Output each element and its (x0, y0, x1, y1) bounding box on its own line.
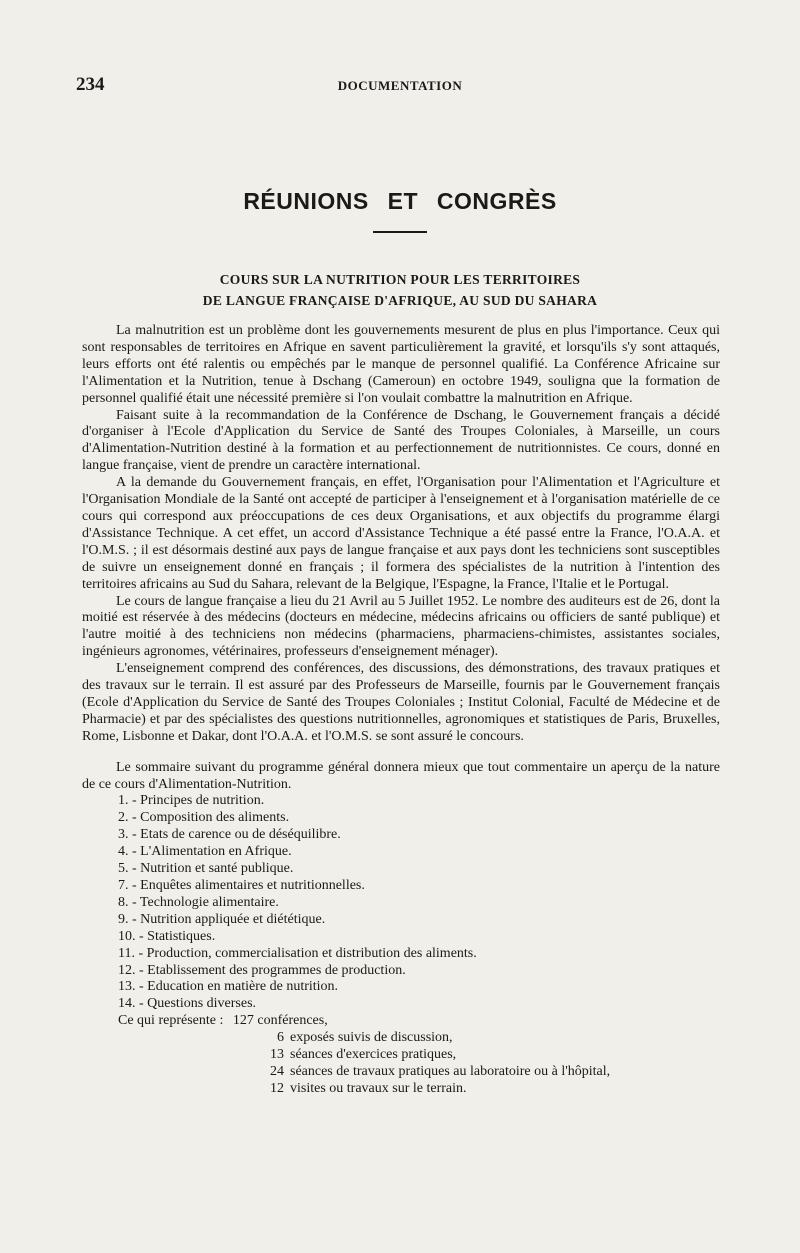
sessions-label: Ce qui représente : (118, 1013, 224, 1029)
session-count: 13 (270, 1047, 284, 1063)
list-item: 4. - L'Alimentation en Afrique. (118, 844, 292, 860)
list-item: 10. - Statistiques. (118, 928, 216, 944)
list-item: 11. - Production, commercialisation et distribution des aliments. (118, 945, 477, 961)
session-description: séances d'exercices pratiques, (290, 1047, 457, 1063)
article-body (82, 323, 720, 1098)
paragraph-3: A la demande du Gouvernement français, en effet, l'Organisation pour l'Alimentation et l'Agriculture et l'Organisation Mondiale de la Santé ont accepté de participer à l'enseignement et à l'organisation matérielle de ce cours qui correspond aux préoccupations de ces deux Organisations, et aux objectifs du programme élargi d'Assistance Technique. A cet effet, un accord d'Assistance Technique a été passé entre la France, l'O.A.A. et l'O.M.S. ; il est désormais destiné aux pays de langue française et aux pays dont les techniciens sont susceptibles de suivre un enseignement donné en français ; il formera des spécialistes de la nutrition à l'intention des territoires africains au Sud du Sahara, relevant de la Belgique, l'Espagne, la France, l'Italie et le Portugal. (82, 475, 720, 592)
session-row (82, 1047, 720, 1064)
paragraph-4: Le cours de langue française a lieu du 21 Avril au 5 Juillet 1952. Le nombre des auditeurs est de 26, dont la moitié est réservée à des médecins (docteurs en médecine, médecins africains ou officiers de santé publique) et l'autre moitié à des techniciens non médecins (pharmaciens, pharmaciens-chimistes, assistantes sociales, ingénieurs agronomes, vétérinaires, professeurs d'enseignement ménager). (82, 593, 720, 660)
list-item: 7. - Enquêtes alimentaires et nutritionnelles. (118, 878, 365, 893)
subtitle-line-1: COURS SUR LA NUTRITION POUR LES TERRITOIRES (219, 272, 581, 287)
list-item: 14. - Questions diverses. (118, 996, 257, 1012)
session-row (82, 1081, 720, 1098)
paragraph-2: Faisant suite à la recommandation de la Conférence de Dschang, le Gouvernement français a décidé d'organiser à l'Ecole d'Application du Service de Santé des Troupes Coloniales, à Marseille, un cours d'Alimentation-Nutrition destiné à la formation et au perfectionnement de nutritionnistes. Ce cours, donné en langue française, vient de prendre un caractère international. (82, 407, 720, 474)
session-row (82, 1013, 720, 1030)
session-description: exposés suivis de discussion, (290, 1030, 453, 1046)
session-row (82, 1030, 720, 1047)
title-rule (373, 231, 427, 233)
session-count: 127 (232, 1013, 254, 1029)
list-item: 8. - Technologie alimentaire. (118, 894, 279, 910)
list-item: 2. - Composition des aliments. (118, 810, 290, 826)
session-description: séances de travaux pratiques au laboratoire ou à l'hôpital, (290, 1063, 611, 1079)
session-count: 12 (270, 1080, 284, 1096)
list-item: 12. - Etablissement des programmes de production. (118, 962, 406, 978)
session-row (82, 1064, 720, 1081)
session-description: conférences, (257, 1013, 328, 1029)
paragraph-1: La malnutrition est un problème dont les gouvernements mesurent de plus en plus l'importance. Ceux qui sont responsables de territoires en Afrique en savent particulièrement la gravité, et lorsqu'ils s'y sont attaqués, leurs efforts ont été ralentis ou empêchés par le manque de personnel qualifié. La Conférence Africaine sur l'Alimentation et la Nutrition, tenue à Dschang (Cameroun) en octobre 1949, souligna que la formation de personnel qualifié était une nécessité première si l'on voulait combattre la malnutrition en Afrique. (82, 323, 720, 406)
subtitle-line-2: DE LANGUE FRANÇAISE D'AFRIQUE, AU SUD DU SAHARA (202, 293, 598, 308)
list-item: 1. - Principes de nutrition. (118, 793, 265, 809)
paragraph-5: L'enseignement comprend des conférences, des discussions, des démonstrations, des travaux pratiques et des travaux sur le terrain. Il est assuré par des Professeurs de Marseille, fournis par le Gouvernement français (Ecole d'Application du Service de Santé des Troupes Coloniales ; Institut Colonial, Faculté de Médecine et de Pharmacie) et par des spécialistes des questions nutritionnelles, agronomiques et statistiques de Paris, Bruxelles, Rome, Lisbonne et Dakar, dont l'O.A.A. et l'O.M.S. se sont assuré le concours. (82, 661, 720, 744)
session-description: visites ou travaux sur le terrain. (290, 1080, 467, 1096)
section-title: RÉUNIONS ET CONGRÈS (243, 188, 557, 214)
list-item: 5. - Nutrition et santé publique. (118, 861, 294, 877)
program-topic-list (82, 793, 720, 1013)
list-item: 3. - Etats de carence ou de déséquilibre. (118, 827, 341, 843)
spacer (82, 746, 720, 760)
article-subtitle (0, 269, 800, 311)
session-count: 24 (270, 1063, 284, 1079)
list-item: 9. - Nutrition appliquée et diététique. (118, 911, 326, 927)
running-head (76, 74, 724, 96)
paragraph-6: Le sommaire suivant du programme général donnera mieux que tout commentaire un aperçu de la nature de ce cours d'Alimentation-Nutrition. (82, 759, 720, 792)
session-breakdown (82, 1013, 720, 1098)
list-item: 13. - Education en matière de nutrition. (118, 979, 339, 995)
session-count: 6 (277, 1030, 284, 1046)
running-title: DOCUMENTATION (337, 78, 463, 93)
page-number: 234 (76, 74, 105, 95)
